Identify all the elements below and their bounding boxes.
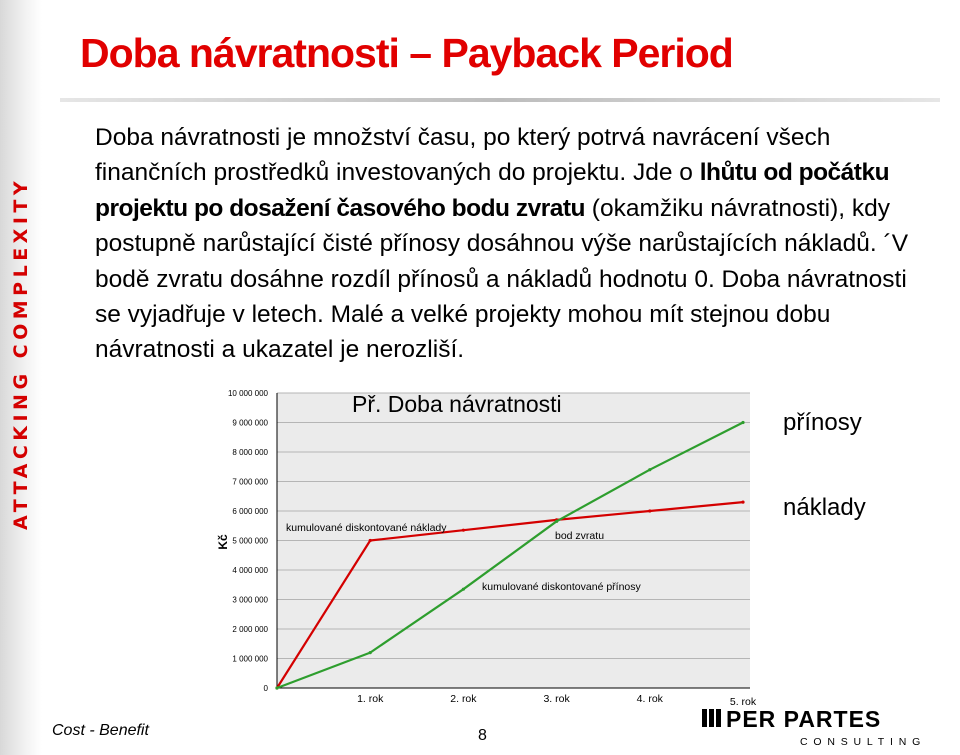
y-tick-label: 6 000 000 (232, 507, 268, 516)
y-tick-label: 0 (263, 684, 268, 693)
costs-point (462, 529, 465, 532)
breakeven-annotation: bod zvratu (555, 530, 605, 542)
benefits-point (275, 686, 278, 689)
y-tick-label: 7 000 000 (232, 477, 268, 487)
footer-label: Cost - Benefit (52, 722, 149, 739)
x-tick-label: 3. rok (543, 693, 570, 705)
y-tick-label: 2 000 000 (232, 625, 268, 634)
costs-point (369, 539, 372, 542)
costs-annotation: kumulované diskontované náklady (286, 522, 447, 534)
benefits-point (555, 520, 558, 523)
y-tick-label: 10 000 000 (227, 389, 268, 398)
benefits-annotation: kumulované diskontované přínosy (482, 581, 641, 593)
chart-title: Př. Doba návratnosti (352, 391, 562, 417)
y-tick-label: 3 000 000 (232, 595, 268, 605)
logo-main-text: PER PARTES (726, 706, 882, 732)
x-tick-label: 1. rok (357, 693, 384, 705)
x-tick-label: 5. rok (729, 696, 757, 708)
logo-mark-icon (702, 709, 721, 727)
body-text-part1: Doba návratnosti je množství času, po který potrvá navrácení všech finančních prostředků investovaných do projektu. Jde o (95, 124, 831, 187)
x-tick-label: 4. rok (636, 693, 663, 705)
benefits-point (648, 468, 651, 471)
logo-sub-text: CONSULTING (800, 736, 927, 748)
y-tick-label: 4 000 000 (232, 566, 268, 575)
benefits-point (462, 588, 465, 591)
page-number: 8 (478, 727, 487, 744)
y-axis-label: Kč (216, 534, 230, 550)
costs-legend-label: náklady (783, 494, 866, 521)
benefits-point (369, 651, 372, 654)
body-highlight: lhůtu od počátku projektu po dosažení časového bodu zvratu (95, 159, 890, 222)
per-partes-logo (700, 705, 940, 751)
y-tick-label: 9 000 000 (232, 418, 268, 428)
sidebar-brand-text: ATTACKING COMPLEXITY (10, 176, 32, 530)
y-tick-label: 8 000 000 (232, 448, 268, 457)
costs-point (741, 501, 744, 504)
costs-point (648, 509, 651, 512)
benefits-legend-label: přínosy (783, 409, 862, 436)
y-tick-label: 5 000 000 (232, 536, 268, 546)
benefits-point (741, 421, 744, 424)
slide-title: Doba návratnosti – Payback Period (80, 30, 733, 76)
y-tick-label: 1 000 000 (232, 654, 268, 664)
body-text-part2: (okamžiku návratnosti), kdy postupně narůstající čisté přínosy dosáhnou výše narůstajících nákladů. ´V bodě zvratu dosáhne rozdíl přínosů a nákladů hodnotu 0. Doba návratnosti se vyjadřuje v letech. Malé a velké projekty mohou mít stejnou dobu návratnosti a ukazatel je nerozliší. (95, 194, 909, 364)
x-tick-label: 2. rok (450, 693, 477, 705)
